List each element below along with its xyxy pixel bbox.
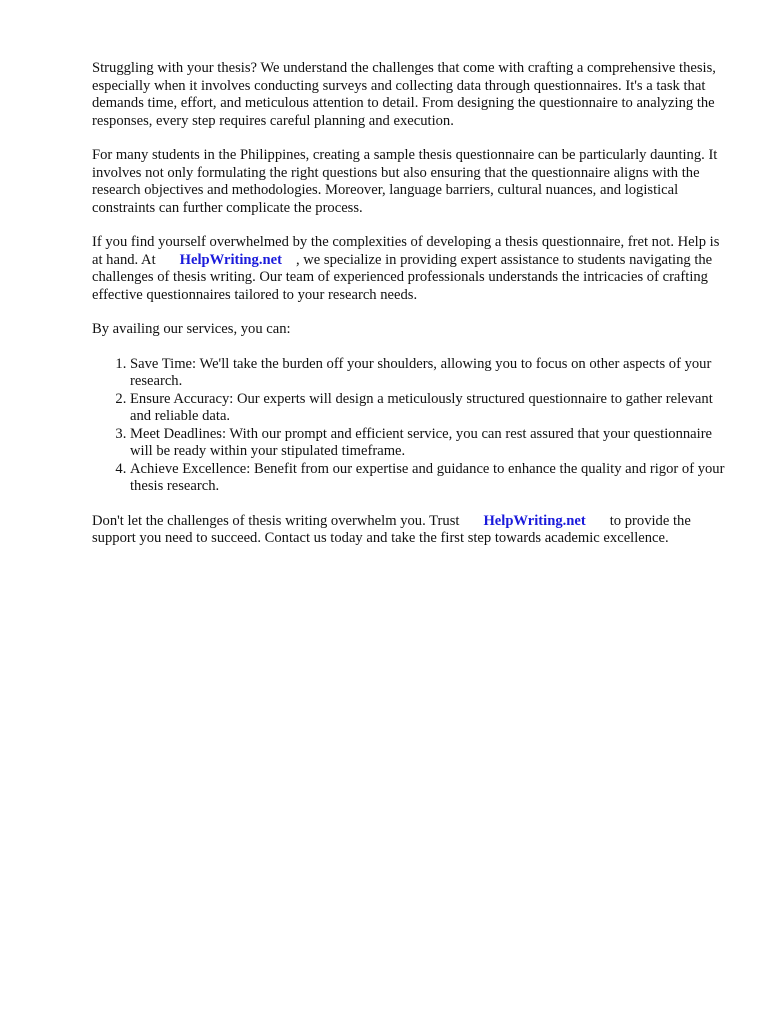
context-paragraph: For many students in the Philippines, creating a sample thesis questionnaire can be particularly daunting. It involves not only formulating the right questions but also ensuring that the questionnaire aligns with the research objectives and methodologies. Moreover, language barriers, cultural nuances, and logistical constraints can further complicate the process. bbox=[92, 147, 718, 216]
helpwriting-link[interactable]: HelpWriting.net bbox=[179, 251, 282, 268]
closing-paragraph-lead: Don't let the challenges of thesis writing overwhelm you. Trust bbox=[92, 512, 460, 529]
intro-paragraph: Struggling with your thesis? We understand the challenges that come with crafting a comprehensive thesis, especially when it involves conducting surveys and collecting data through questionnaires. It's a task that demands time, effort, and meticulous attention to detail. From designing the questionnaire to analyzing the responses, every step requires careful planning and execution. bbox=[92, 60, 716, 129]
services-intro: By availing our services, you can: bbox=[92, 321, 291, 337]
list-item: 1. Save Time: We'll take the burden off your shoulders, allowing you to focus on other aspects of your research. bbox=[130, 356, 732, 391]
document-body bbox=[92, 60, 732, 565]
services-list bbox=[92, 356, 732, 496]
helpwriting-link-closing[interactable]: HelpWriting.net bbox=[483, 512, 586, 529]
help-paragraph-tail: , we specialize in providing expert assistance to students navigating the challenges of thesis writing. Our team of experienced professionals understands the intricacies of crafting effective questionnaires tailored to your research needs. bbox=[92, 251, 713, 303]
list-item: 2. Ensure Accuracy: Our experts will design a meticulously structured questionnaire to gather relevant and reliable data. bbox=[130, 391, 732, 426]
list-item: 4. Achieve Excellence: Benefit from our expertise and guidance to enhance the quality and rigor of your thesis research. bbox=[130, 461, 732, 496]
help-paragraph-lead: If you find yourself overwhelmed by the complexities of developing a thesis questionnaire, fret not. Help is at hand. At bbox=[92, 234, 720, 268]
help-paragraph bbox=[92, 234, 732, 304]
list-item: 3. Meet Deadlines: With our prompt and efficient service, you can rest assured that your questionnaire will be ready within your stipulated timeframe. bbox=[130, 426, 732, 461]
closing-paragraph bbox=[92, 513, 732, 548]
closing-paragraph-tail: to provide the support you need to succeed. Contact us today and take the first step towards academic excellence. bbox=[92, 512, 691, 546]
